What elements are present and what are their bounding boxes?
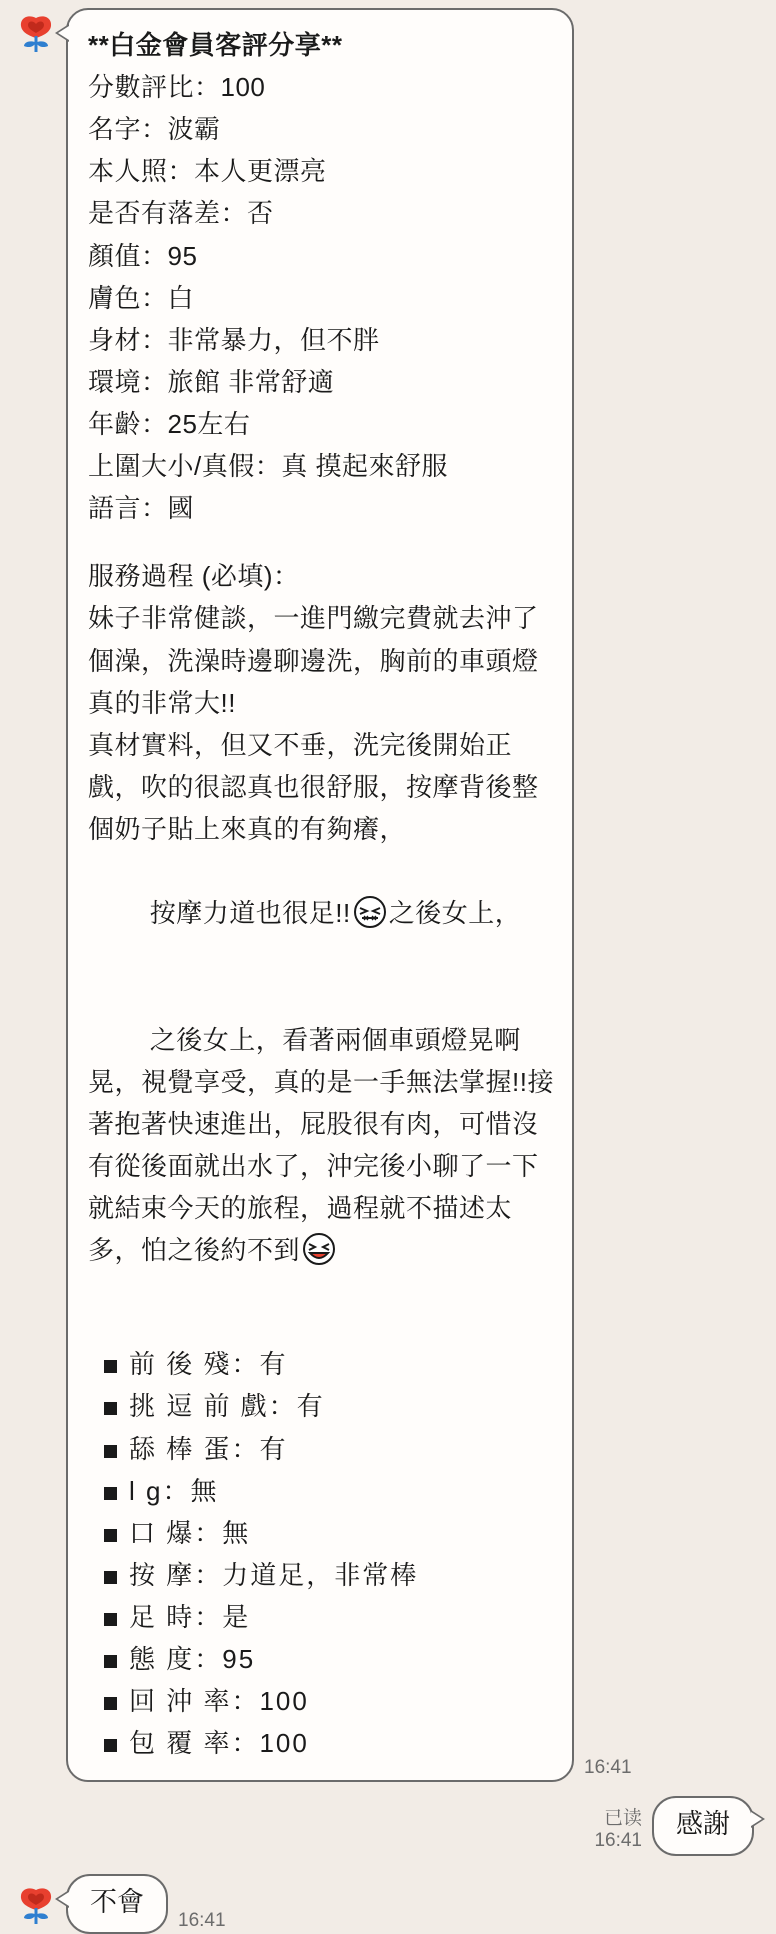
message-timestamp: 16:41 xyxy=(178,1910,226,1932)
reply-bubble xyxy=(66,1874,168,1934)
tulip-flower-avatar[interactable] xyxy=(14,1884,58,1928)
bullet-square-icon xyxy=(104,1655,117,1668)
bubble-tail-icon xyxy=(55,24,69,42)
checklist-label: 口 爆： xyxy=(129,1517,223,1548)
process-paragraph-text: 按摩力道也很足!! xyxy=(149,898,351,929)
message-timestamp: 16:41 xyxy=(594,1830,642,1852)
review-field: 上圍大小/真假：真 摸起來舒服 xyxy=(88,451,448,482)
process-paragraph-text: 之後女上，看著兩個車頭燈晃啊晃，視覺享受，真的是一手無法掌握!!接著抱著快速進出，屁股很有肉，可惜沒有從後面就出水了，沖完後小聊了一下就結束今天的旅程，過程就不描述太多，怕之後約不到 xyxy=(88,1024,554,1266)
bubble-tail-icon xyxy=(55,1890,69,1908)
review-bubble xyxy=(66,8,574,1782)
checklist-label: 按 摩： xyxy=(129,1559,223,1590)
message-timestamp: 16:41 xyxy=(584,1756,632,1778)
review-field: 膚色：白 xyxy=(88,282,195,313)
read-receipt: 已读 xyxy=(603,1808,642,1830)
checklist-value: 無 xyxy=(222,1517,251,1548)
spacer xyxy=(88,529,554,555)
checklist-label: l g： xyxy=(129,1475,191,1506)
bullet-square-icon xyxy=(104,1613,117,1626)
checklist-item xyxy=(104,1596,554,1638)
bullet-square-icon xyxy=(104,1739,117,1752)
checklist-item xyxy=(104,1680,554,1722)
tulip-flower-avatar[interactable] xyxy=(14,12,58,56)
checklist-item xyxy=(104,1722,554,1764)
process-heading: 服務過程 (必填)： xyxy=(88,561,300,592)
review-field: 名字：波霸 xyxy=(88,114,221,145)
checklist-value: 力道足，非常棒 xyxy=(222,1559,419,1590)
bullet-square-icon xyxy=(104,1571,117,1584)
message-row-review xyxy=(0,8,776,1782)
squinting-face-emoji xyxy=(353,895,387,929)
checklist-value: 有 xyxy=(259,1349,288,1380)
checklist-item xyxy=(104,1638,554,1680)
bullet-square-icon xyxy=(104,1360,117,1373)
thanks-bubble xyxy=(652,1796,754,1856)
bullet-square-icon xyxy=(104,1697,117,1710)
checklist-label: 包 覆 率： xyxy=(129,1728,260,1759)
checklist xyxy=(88,1343,554,1764)
checklist-value: 是 xyxy=(222,1601,251,1632)
review-field: 顏值：95 xyxy=(88,240,198,271)
checklist-item xyxy=(104,1385,554,1427)
checklist-label: 前 後 殘： xyxy=(129,1349,260,1380)
checklist-item xyxy=(104,1470,554,1512)
checklist-item xyxy=(104,1554,554,1596)
process-paragraph: 真材實料，但又不垂，洗完後開始正戲，吹的很認真也很舒服，按摩背後整個奶子貼上來真的有夠癢， xyxy=(88,729,539,844)
review-field: 分數評比：100 xyxy=(88,72,266,103)
process-paragraph-with-emoji xyxy=(88,850,554,976)
bubble-tail-icon xyxy=(751,1810,765,1828)
grinning-squinting-face-emoji xyxy=(302,1232,336,1266)
message-row-thanks xyxy=(0,1796,776,1856)
review-field: 身材：非常暴力，但不胖 xyxy=(88,324,380,355)
checklist-item xyxy=(104,1428,554,1470)
checklist-label: 回 沖 率： xyxy=(129,1686,260,1717)
review-field: 年齡：25左右 xyxy=(88,408,251,439)
review-field: 語言：國 xyxy=(88,493,195,524)
checklist-item xyxy=(104,1512,554,1554)
message-status xyxy=(594,1808,642,1852)
checklist-value: 95 xyxy=(222,1644,256,1675)
bullet-square-icon xyxy=(104,1487,117,1500)
review-field: 本人照：本人更漂亮 xyxy=(88,156,327,187)
checklist-item xyxy=(104,1343,554,1385)
checklist-value: 100 xyxy=(259,1728,309,1759)
process-paragraph-final xyxy=(88,976,554,1313)
process-paragraph: 妹子非常健談，一進門繳完費就去沖了個澡，洗澡時邊聊邊洗，胸前的車頭燈真的非常大!! xyxy=(88,603,539,718)
review-field: 是否有落差：否 xyxy=(88,198,274,229)
checklist-label: 挑 逗 前 戲： xyxy=(129,1391,297,1422)
thanks-text: 感謝 xyxy=(676,1809,730,1840)
message-row-reply xyxy=(0,1874,776,1934)
review-title: **白金會員客評分享** xyxy=(88,30,343,60)
checklist-label: 態 度： xyxy=(129,1644,223,1675)
bullet-square-icon xyxy=(104,1445,117,1458)
checklist-value: 無 xyxy=(190,1475,219,1506)
bullet-square-icon xyxy=(104,1529,117,1542)
checklist-value: 有 xyxy=(296,1391,325,1422)
process-paragraph-tail: 之後女上， xyxy=(388,898,522,929)
checklist-value: 有 xyxy=(259,1433,288,1464)
bullet-square-icon xyxy=(104,1402,117,1415)
reply-text: 不會 xyxy=(90,1887,144,1918)
checklist-label: 足 時： xyxy=(129,1601,223,1632)
review-field: 環境：旅館 非常舒適 xyxy=(88,366,335,397)
checklist-value: 100 xyxy=(259,1686,309,1717)
checklist-label: 舔 棒 蛋： xyxy=(129,1433,260,1464)
